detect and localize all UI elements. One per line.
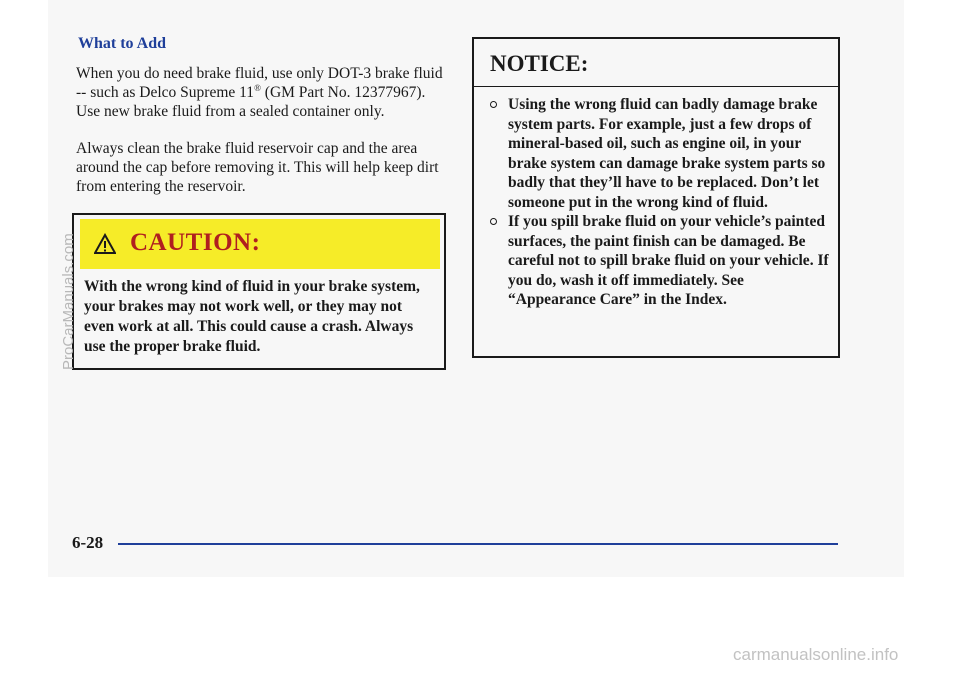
caution-title: CAUTION: <box>130 229 261 256</box>
notice-box <box>472 37 840 358</box>
section-heading: What to Add <box>78 35 167 52</box>
bottom-watermark: carmanualsonline.info <box>733 645 899 664</box>
notice-item <box>484 212 829 310</box>
notice-list <box>484 95 829 310</box>
notice-item <box>484 95 829 212</box>
notice-title: NOTICE: <box>490 51 589 76</box>
caution-header <box>80 219 440 269</box>
notice-item-text: Using the wrong fluid can badly damage brake system parts. For example, just a few drops of mineral-based oil, such as engine oil, in your brake system can damage brake system parts so badly that they’ll have to be replaced. Don’t let someone put in the wrong kind of fluid. <box>508 96 826 211</box>
page-number: 6-28 <box>72 533 104 552</box>
cleaning-paragraph: Always clean the brake fluid reservoir cap and the area around the cap before removing it. This will help keep dirt from entering the reservoir. <box>76 140 439 195</box>
caution-box <box>72 213 446 370</box>
footer-rule <box>118 543 838 545</box>
side-watermark <box>60 350 77 370</box>
paragraph-text-end: (GM Part No. 12377967). Use new brake fluid from a sealed container only. <box>76 84 426 120</box>
bullet-icon <box>490 218 497 225</box>
notice-item-text: If you spill brake fluid on your vehicle’s painted surfaces, the paint finish can be damaged. Be careful not to spill brake fluid on your vehicle. If you do, wash it off immediately. See “Appearance Care” in the Index. <box>508 213 829 308</box>
caution-text: With the wrong kind of fluid in your brake system, your brakes may not work well, or they may not even work at all. This could cause a crash. Always use the proper brake fluid. <box>84 278 420 355</box>
instruction-paragraph <box>76 64 446 121</box>
registered-mark: ® <box>254 82 261 93</box>
warning-triangle-icon <box>94 233 116 255</box>
notice-header <box>474 39 838 87</box>
paragraph-text-start: When you do need brake fluid, use only DOT-3 brake fluid -- such as Delco Supreme 11 <box>76 65 443 101</box>
bullet-icon <box>490 101 497 108</box>
